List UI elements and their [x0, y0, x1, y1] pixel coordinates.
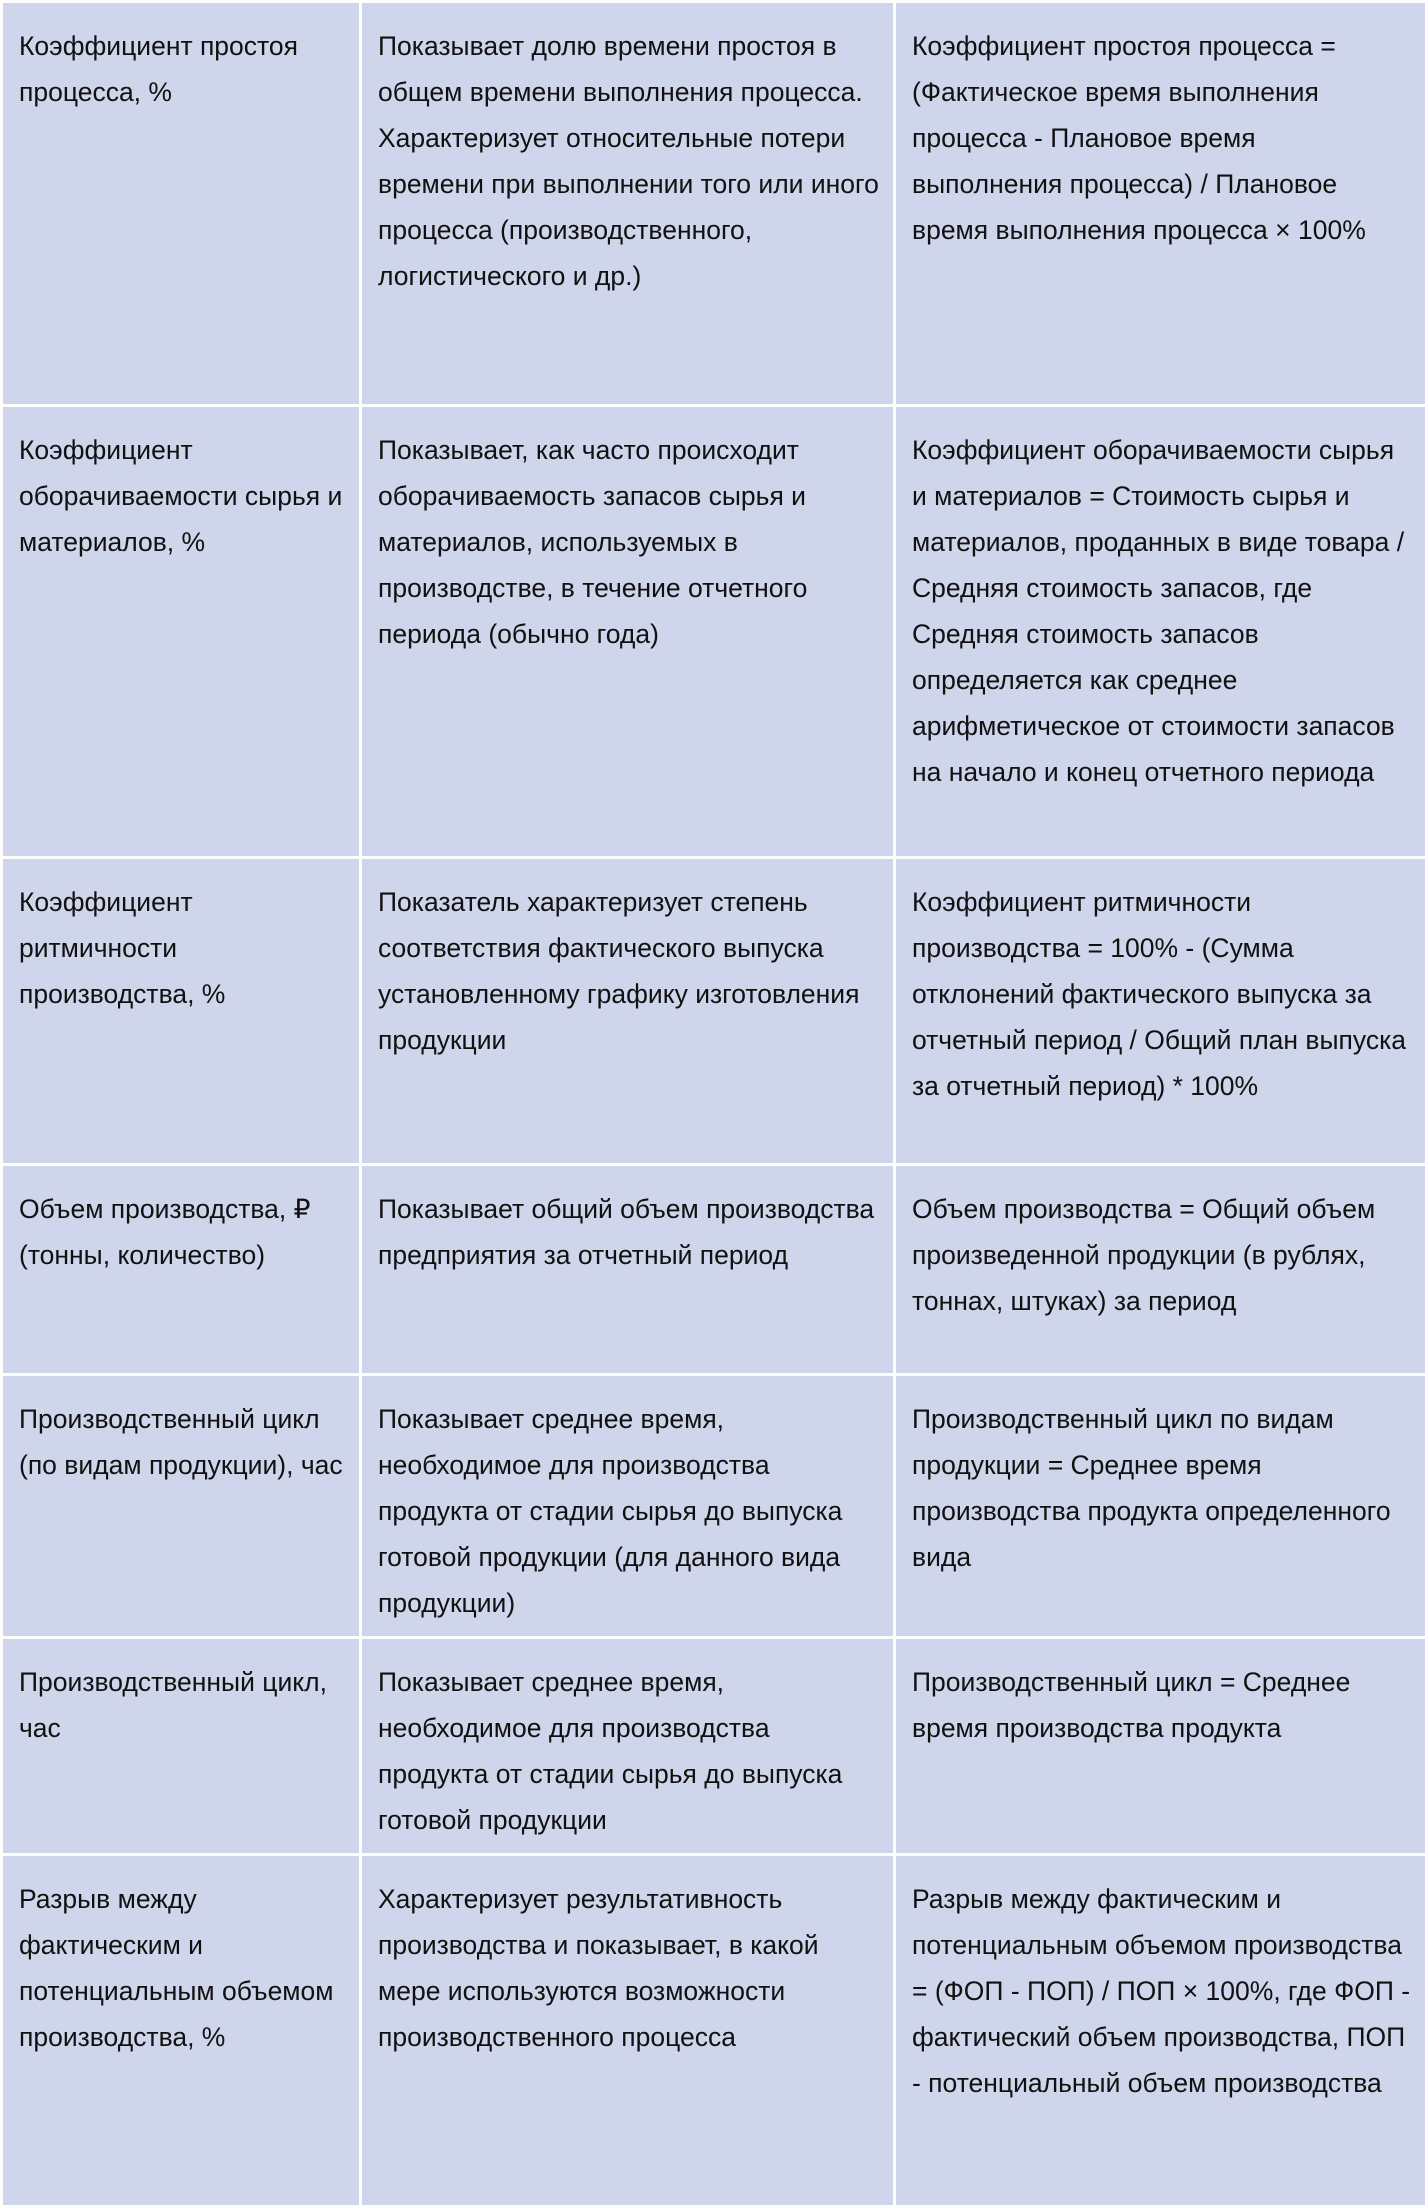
- metric-description: Характеризует результативность производства и показывает, в какой мере используются возможности производственного процесса: [362, 1856, 893, 2205]
- metric-description: Показатель характеризует степень соответствия фактического выпуска установленному графику изготовления продукции: [362, 859, 893, 1163]
- metric-formula: Коэффициент простоя процесса = (Фактическое время выполнения процесса - Плановое время выполнения процесса) / Плановое время выполнения процесса × 100%: [896, 3, 1425, 404]
- metric-description: Показывает среднее время, необходимое для производства продукта от стадии сырья до выпуска готовой продукции: [362, 1639, 893, 1853]
- metric-name: Коэффициент ритмичности производства, %: [3, 859, 359, 1163]
- table-row: [3, 1376, 1425, 1636]
- table-row: [3, 3, 1425, 404]
- metric-name: Производственный цикл (по видам продукции), час: [3, 1376, 359, 1636]
- metric-name: Объем производства, ₽ (тонны, количество): [3, 1166, 359, 1373]
- metric-name: Коэффициент оборачиваемости сырья и материалов, %: [3, 407, 359, 856]
- metric-formula: Коэффициент ритмичности производства = 100% - (Сумма отклонений фактического выпуска за отчетный период / Общий план выпуска за отчетный период) * 100%: [896, 859, 1425, 1163]
- metric-description: Показывает, как часто происходит оборачиваемость запасов сырья и материалов, используемых в производстве, в течение отчетного периода (обычно года): [362, 407, 893, 856]
- table-row: [3, 1639, 1425, 1853]
- metric-formula: Объем производства = Общий объем произведенной продукции (в рублях, тоннах, штуках) за период: [896, 1166, 1425, 1373]
- metric-description: Показывает общий объем производства предприятия за отчетный период: [362, 1166, 893, 1373]
- metric-formula: Производственный цикл по видам продукции = Среднее время производства продукта определенного вида: [896, 1376, 1425, 1636]
- table-row: [3, 859, 1425, 1163]
- table-row: [3, 1166, 1425, 1373]
- table-row: [3, 407, 1425, 856]
- metric-description: Показывает среднее время, необходимое для производства продукта от стадии сырья до выпуска готовой продукции (для данного вида продукции): [362, 1376, 893, 1636]
- metric-name: Производственный цикл, час: [3, 1639, 359, 1853]
- metric-description: Показывает долю времени простоя в общем времени выполнения процесса. Характеризует относительные потери времени при выполнении того или иного процесса (производственного, логистического и др.): [362, 3, 893, 404]
- metric-formula: Коэффициент оборачиваемости сырья и материалов = Стоимость сырья и материалов, проданных в виде товара / Средняя стоимость запасов, где Средняя стоимость запасов определяется как среднее арифметическое от стоимости запасов на начало и конец отчетного периода: [896, 407, 1425, 856]
- table-row: [3, 1856, 1425, 2205]
- metric-formula: Разрыв между фактическим и потенциальным объемом производства = (ФОП - ПОП) / ПОП × 100%, где ФОП - фактический объем производства, ПОП - потенциальный объем производства: [896, 1856, 1425, 2205]
- metric-name: Разрыв между фактическим и потенциальным объемом производства, %: [3, 1856, 359, 2205]
- metric-name: Коэффициент простоя процесса, %: [3, 3, 359, 404]
- metric-formula: Производственный цикл = Среднее время производства продукта: [896, 1639, 1425, 1853]
